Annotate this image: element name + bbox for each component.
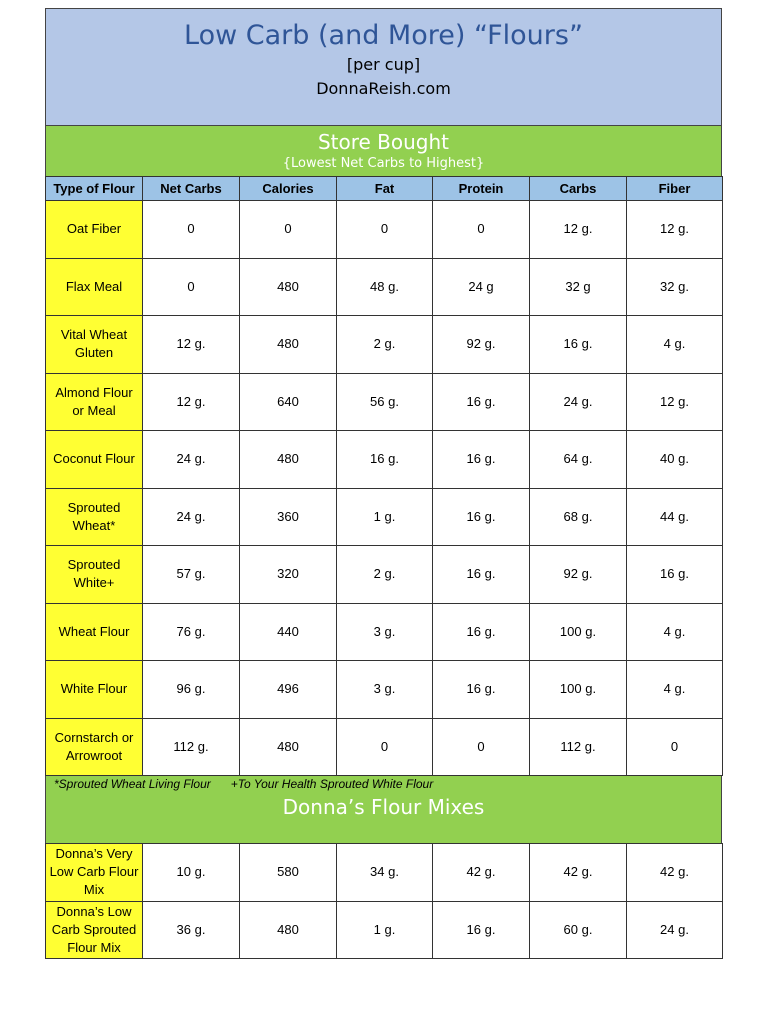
flour-name-cell: Flax Meal bbox=[46, 258, 143, 316]
value-cell: 1 g. bbox=[337, 488, 433, 546]
value-cell: 320 bbox=[240, 546, 337, 604]
value-cell: 4 g. bbox=[627, 316, 723, 374]
value-cell: 12 g. bbox=[143, 316, 240, 374]
value-cell: 34 g. bbox=[337, 844, 433, 902]
unit-label: [per cup] bbox=[346, 55, 421, 74]
value-cell: 12 g. bbox=[143, 373, 240, 431]
flour-name-cell: Oat Fiber bbox=[46, 201, 143, 259]
flour-name-cell: Almond Flour or Meal bbox=[46, 373, 143, 431]
footnotes bbox=[54, 777, 433, 791]
footnote-sprouted-wheat: *Sprouted Wheat Living Flour bbox=[54, 777, 211, 791]
value-cell: 0 bbox=[337, 201, 433, 259]
value-cell: 3 g. bbox=[337, 661, 433, 719]
flour-name-cell: Donna’s Low Carb Sprouted Flour Mix bbox=[46, 901, 143, 959]
value-cell: 100 g. bbox=[530, 661, 627, 719]
table-row bbox=[46, 844, 723, 902]
value-cell: 40 g. bbox=[627, 431, 723, 489]
value-cell: 10 g. bbox=[143, 844, 240, 902]
flour-chart bbox=[45, 8, 722, 959]
value-cell: 4 g. bbox=[627, 661, 723, 719]
chart-header bbox=[45, 8, 722, 126]
page-title: Low Carb (and More) “Flours” bbox=[184, 20, 583, 51]
value-cell: 0 bbox=[433, 201, 530, 259]
value-cell: 12 g. bbox=[627, 373, 723, 431]
value-cell: 16 g. bbox=[433, 661, 530, 719]
value-cell: 0 bbox=[143, 201, 240, 259]
value-cell: 480 bbox=[240, 316, 337, 374]
value-cell: 2 g. bbox=[337, 546, 433, 604]
value-cell: 580 bbox=[240, 844, 337, 902]
flour-name-cell: Cornstarch or Arrowroot bbox=[46, 718, 143, 776]
value-cell: 480 bbox=[240, 431, 337, 489]
value-cell: 0 bbox=[627, 718, 723, 776]
value-cell: 3 g. bbox=[337, 603, 433, 661]
value-cell: 42 g. bbox=[433, 844, 530, 902]
flour-name-cell: Wheat Flour bbox=[46, 603, 143, 661]
value-cell: 24 g. bbox=[143, 431, 240, 489]
flour-name-cell: Sprouted White+ bbox=[46, 546, 143, 604]
value-cell: 24 g. bbox=[530, 373, 627, 431]
value-cell: 16 g. bbox=[337, 431, 433, 489]
flour-name-cell: Vital Wheat Gluten bbox=[46, 316, 143, 374]
value-cell: 112 g. bbox=[530, 718, 627, 776]
store-bought-title: Store Bought bbox=[317, 130, 450, 154]
value-cell: 42 g. bbox=[627, 844, 723, 902]
table-row bbox=[46, 431, 723, 489]
flour-name-cell: Sprouted Wheat* bbox=[46, 488, 143, 546]
value-cell: 92 g. bbox=[433, 316, 530, 374]
flour-mixes-title: Donna’s Flour Mixes bbox=[282, 795, 485, 819]
table-row bbox=[46, 603, 723, 661]
value-cell: 36 g. bbox=[143, 901, 240, 959]
flour-name-cell: Coconut Flour bbox=[46, 431, 143, 489]
value-cell: 16 g. bbox=[433, 901, 530, 959]
column-header: Carbs bbox=[530, 177, 627, 201]
value-cell: 24 g. bbox=[143, 488, 240, 546]
flour-name-cell: White Flour bbox=[46, 661, 143, 719]
table-row bbox=[46, 546, 723, 604]
table-row bbox=[46, 901, 723, 959]
column-header: Type of Flour bbox=[46, 177, 143, 201]
table-row bbox=[46, 373, 723, 431]
value-cell: 48 g. bbox=[337, 258, 433, 316]
site-label: DonnaReish.com bbox=[316, 79, 451, 98]
store-bought-band bbox=[45, 126, 722, 176]
table-row bbox=[46, 718, 723, 776]
value-cell: 440 bbox=[240, 603, 337, 661]
store-bought-rows bbox=[46, 201, 723, 776]
column-header-row bbox=[46, 177, 723, 201]
value-cell: 16 g. bbox=[433, 431, 530, 489]
value-cell: 100 g. bbox=[530, 603, 627, 661]
value-cell: 16 g. bbox=[433, 603, 530, 661]
value-cell: 112 g. bbox=[143, 718, 240, 776]
table-row bbox=[46, 258, 723, 316]
value-cell: 60 g. bbox=[530, 901, 627, 959]
store-bought-table bbox=[45, 176, 723, 776]
flour-mixes-rows bbox=[46, 844, 723, 959]
value-cell: 68 g. bbox=[530, 488, 627, 546]
value-cell: 24 g bbox=[433, 258, 530, 316]
value-cell: 16 g. bbox=[627, 546, 723, 604]
value-cell: 32 g. bbox=[627, 258, 723, 316]
value-cell: 92 g. bbox=[530, 546, 627, 604]
value-cell: 1 g. bbox=[337, 901, 433, 959]
table-row bbox=[46, 316, 723, 374]
table-row bbox=[46, 661, 723, 719]
store-bought-subtitle: {Lowest Net Carbs to Highest} bbox=[282, 156, 485, 171]
flour-mixes-band bbox=[45, 776, 722, 843]
value-cell: 2 g. bbox=[337, 316, 433, 374]
value-cell: 16 g. bbox=[433, 488, 530, 546]
column-header: Calories bbox=[240, 177, 337, 201]
column-header: Fiber bbox=[627, 177, 723, 201]
value-cell: 76 g. bbox=[143, 603, 240, 661]
value-cell: 0 bbox=[143, 258, 240, 316]
value-cell: 0 bbox=[433, 718, 530, 776]
value-cell: 57 g. bbox=[143, 546, 240, 604]
value-cell: 32 g bbox=[530, 258, 627, 316]
value-cell: 4 g. bbox=[627, 603, 723, 661]
value-cell: 12 g. bbox=[627, 201, 723, 259]
value-cell: 0 bbox=[240, 201, 337, 259]
value-cell: 496 bbox=[240, 661, 337, 719]
column-header: Net Carbs bbox=[143, 177, 240, 201]
value-cell: 56 g. bbox=[337, 373, 433, 431]
value-cell: 64 g. bbox=[530, 431, 627, 489]
value-cell: 480 bbox=[240, 901, 337, 959]
flour-mixes-table bbox=[45, 843, 723, 959]
column-header: Protein bbox=[433, 177, 530, 201]
value-cell: 0 bbox=[337, 718, 433, 776]
value-cell: 480 bbox=[240, 258, 337, 316]
value-cell: 16 g. bbox=[433, 546, 530, 604]
value-cell: 480 bbox=[240, 718, 337, 776]
table-row bbox=[46, 201, 723, 259]
value-cell: 44 g. bbox=[627, 488, 723, 546]
table-row bbox=[46, 488, 723, 546]
value-cell: 16 g. bbox=[530, 316, 627, 374]
column-header: Fat bbox=[337, 177, 433, 201]
value-cell: 42 g. bbox=[530, 844, 627, 902]
value-cell: 96 g. bbox=[143, 661, 240, 719]
value-cell: 16 g. bbox=[433, 373, 530, 431]
value-cell: 12 g. bbox=[530, 201, 627, 259]
value-cell: 360 bbox=[240, 488, 337, 546]
flour-name-cell: Donna’s Very Low Carb Flour Mix bbox=[46, 844, 143, 902]
value-cell: 640 bbox=[240, 373, 337, 431]
value-cell: 24 g. bbox=[627, 901, 723, 959]
footnote-sprouted-white: +To Your Health Sprouted White Flour bbox=[230, 777, 434, 791]
